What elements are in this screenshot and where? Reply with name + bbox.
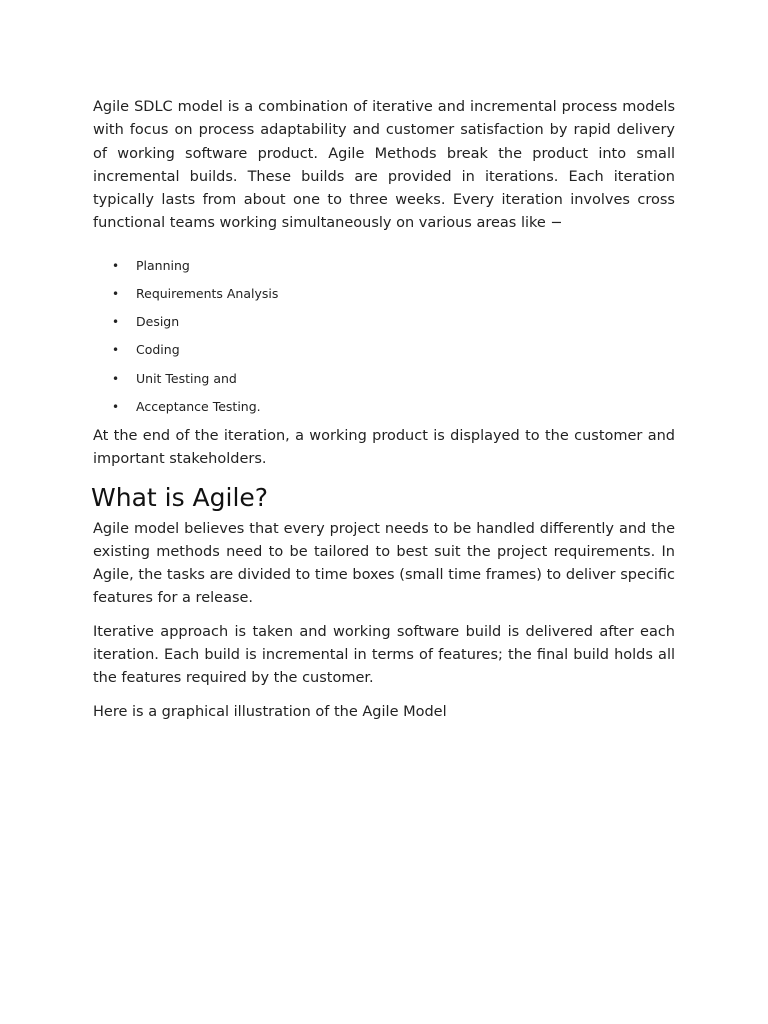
list-item-label: Acceptance Testing. [136,398,261,414]
bullet-icon: • [112,399,120,414]
section-heading: What is Agile? [91,482,269,512]
list-item [93,286,675,302]
list-item [93,371,675,387]
bullet-icon: • [112,258,120,273]
work-areas-list [93,258,675,415]
bullet-icon: • [112,343,120,358]
intro-paragraph: Agile SDLC model is a combination of iterative and incremental process models with focus on process adaptability and customer satisfaction by rapid delivery of working software product. Agile Methods break the product into small incremental builds. These builds are provided in iterations. Each iteration typically lasts from about one to three weeks. Every iteration involves cross functional teams working simultaneously on various areas like − [93,99,675,232]
list-item [93,258,675,274]
list-item [93,399,675,415]
list-item-label: Coding [136,342,180,358]
bullet-icon: • [112,286,120,301]
iterative-approach-paragraph: Iterative approach is taken and working software build is delivered after each iteration. Each build is incremental in terms of features; the final build holds all the features required by the customer. [93,623,675,687]
agile-model-paragraph: Agile model believes that every project needs to be handled differently and the existing methods need to be tailored to best suit the project requirements. In Agile, the tasks are divided to time boxes (small time frames) to deliver specific features for a release. [93,520,675,607]
list-item-label: Unit Testing and [136,370,237,386]
bullet-icon: • [112,315,120,330]
list-item [93,314,675,330]
bullet-icon: • [112,371,120,386]
list-item-label: Design [136,314,180,330]
document-page [93,96,675,724]
end-of-iteration-paragraph: At the end of the iteration, a working product is displayed to the customer and important stakeholders. [93,427,675,468]
list-item [93,342,675,358]
list-item-label: Requirements Analysis [136,285,279,301]
illustration-intro-paragraph: Here is a graphical illustration of the Agile Model [93,703,447,720]
list-item-label: Planning [136,257,190,273]
